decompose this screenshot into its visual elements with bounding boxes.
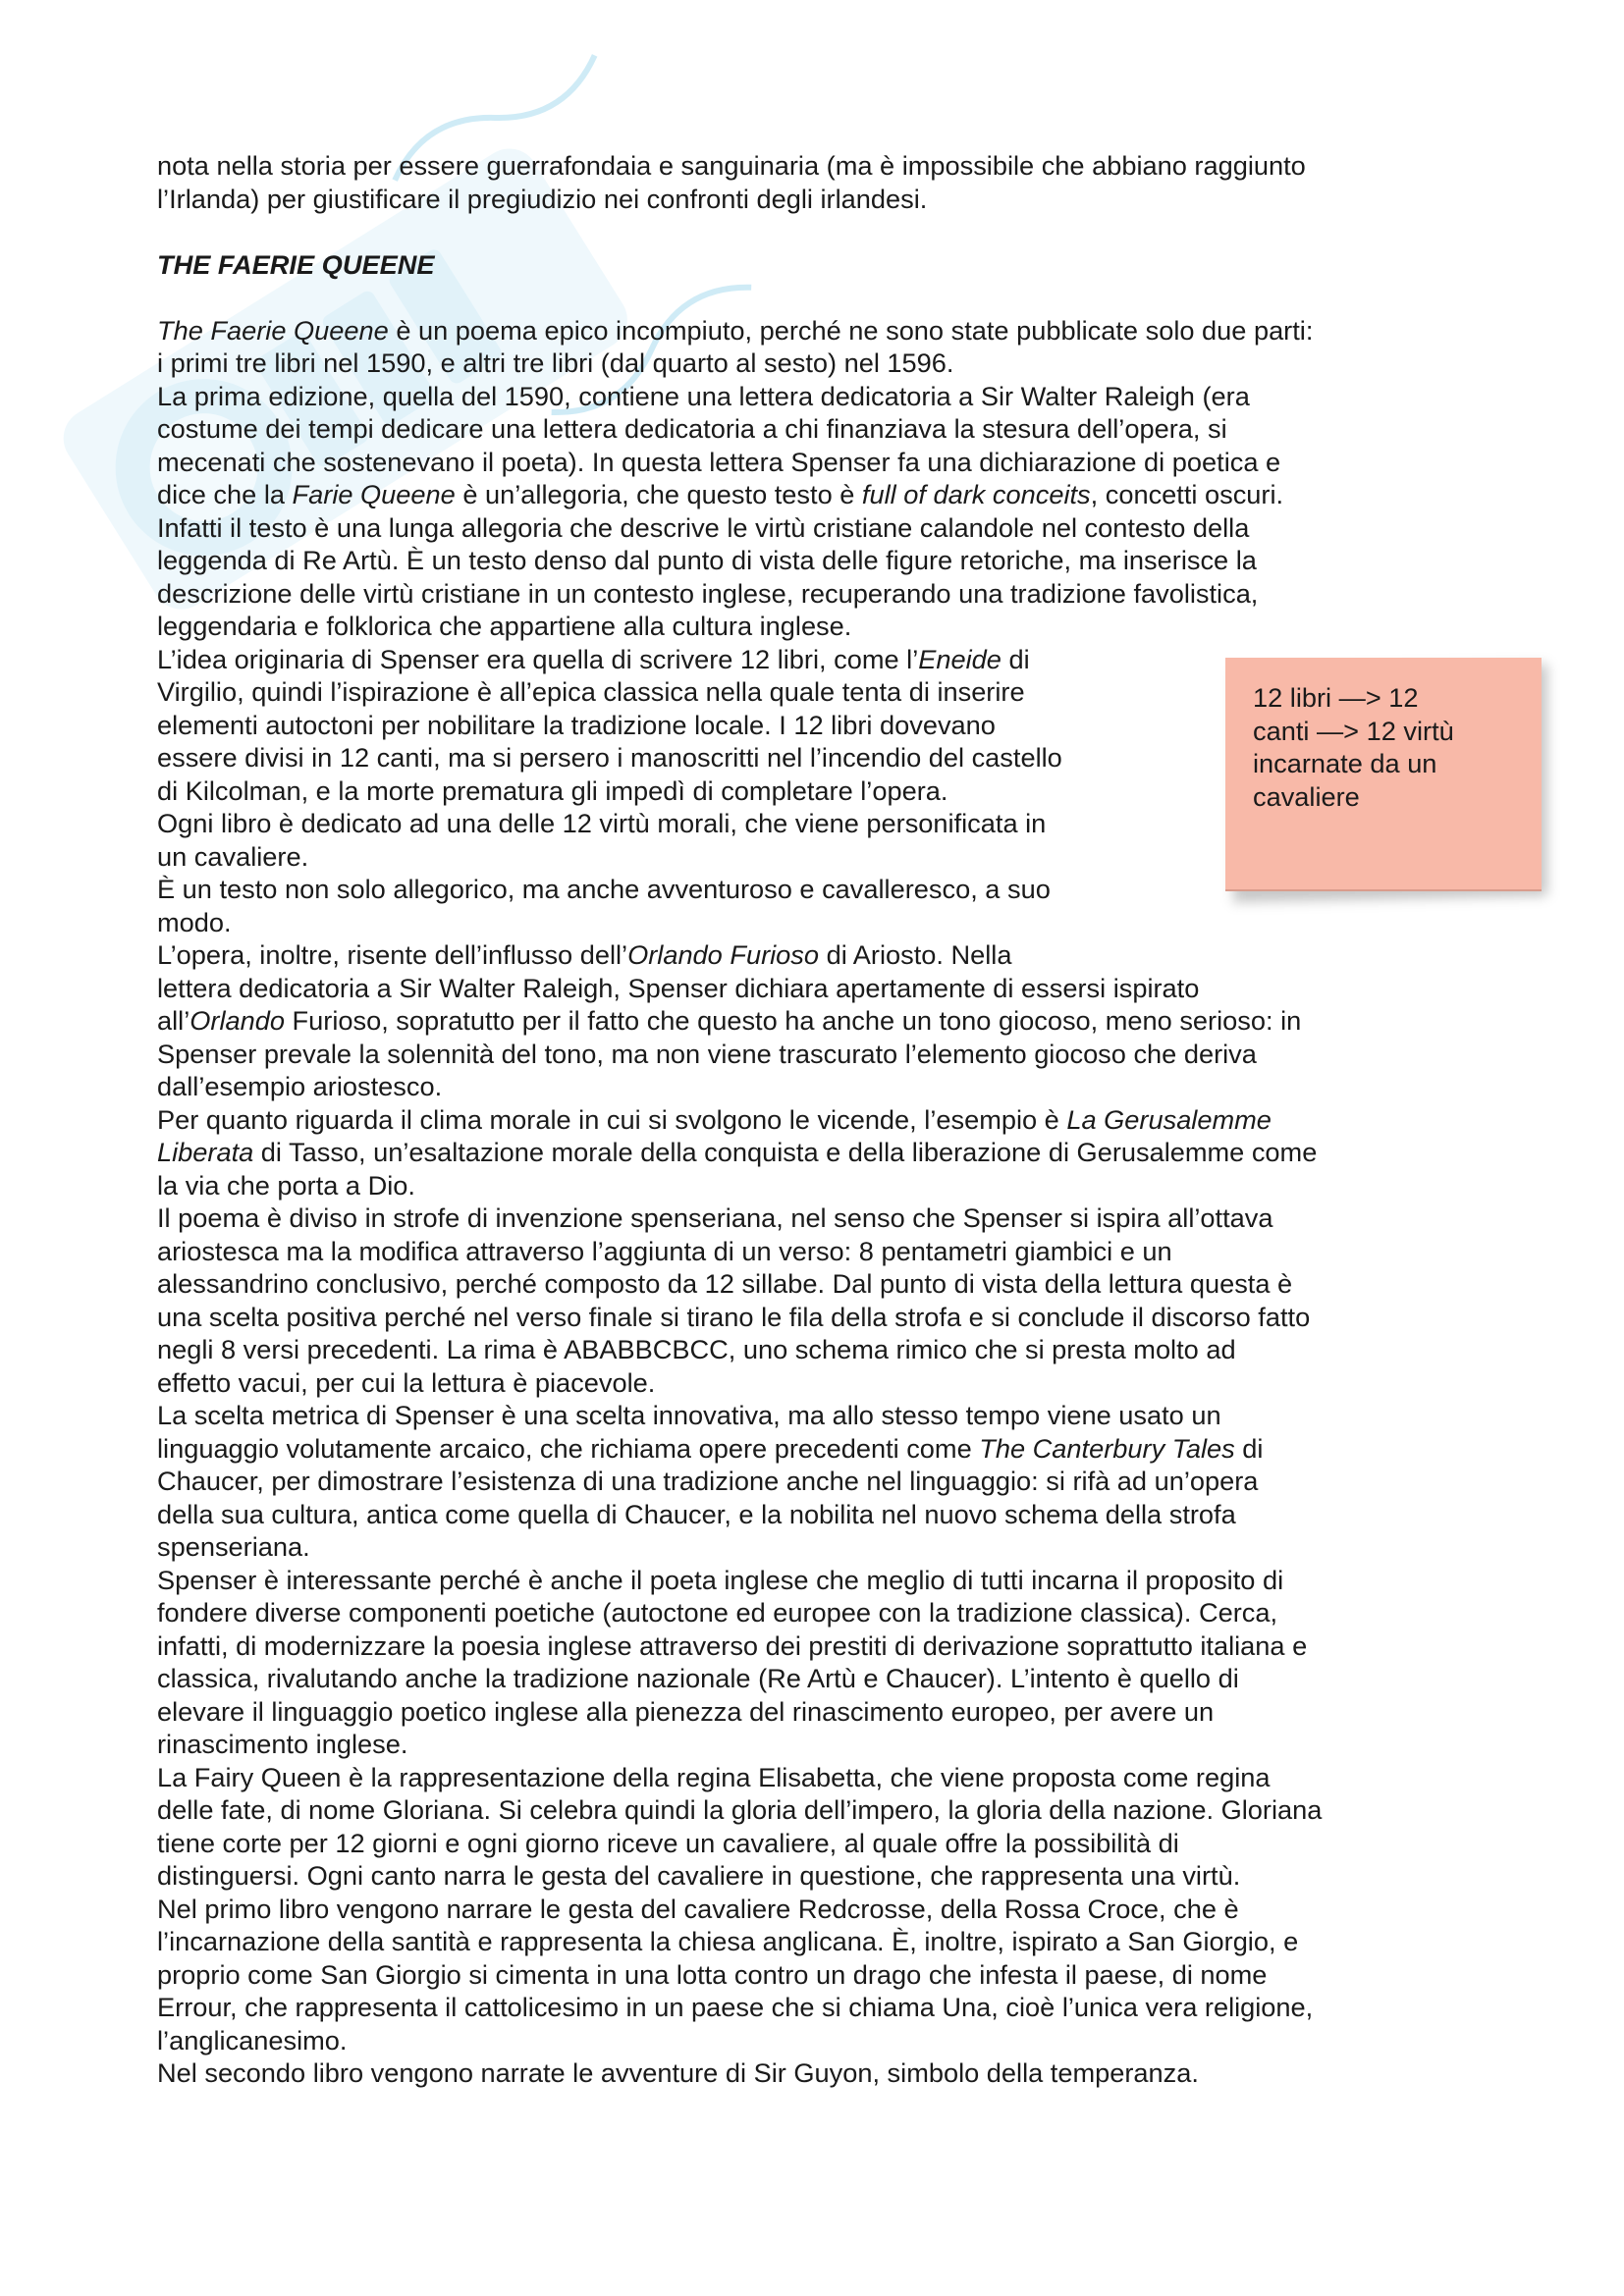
text-line: negli 8 versi precedenti. La rima è ABABBCBCC, uno schema rimico che si presta molto ad [157, 1334, 1236, 1364]
text-line [157, 314, 1492, 347]
text-span: è un’allegoria, che questo testo è [455, 479, 862, 509]
paragraph-1 [157, 314, 1492, 380]
paragraph-10 [157, 1564, 1492, 1761]
italic-title: Orlando [189, 1005, 285, 1036]
paragraph-11 [157, 1761, 1492, 1893]
text-line: l’incarnazione della santità e rappresenta la chiesa anglicana. È, inoltre, ispirato a San Giorgio, e [157, 1926, 1299, 1956]
text-line: lettera dedicatoria a Sir Walter Raleigh, Spenser dichiara apertamente di essersi ispirato [157, 972, 1200, 1003]
text-span: di [1234, 1432, 1264, 1464]
text-line: Nel primo libro vengono narrare le gesta del cavaliere Redcrosse, della Rossa Croce, che è [157, 1893, 1239, 1924]
italic-title: Liberata [157, 1137, 254, 1167]
paragraph-8 [157, 1201, 1492, 1399]
sticky-note-line: canti —> 12 virtù [1253, 715, 1454, 746]
text-line: dall’esempio ariostesco. [157, 1071, 443, 1101]
text-line: alessandrino conclusivo, perché composto da 12 sillabe. Dal punto di vista della lettura questa è [157, 1268, 1293, 1299]
text-line: della sua cultura, antica come quella di Chaucer, e la nobilita nel nuovo schema della strofa [157, 1498, 1236, 1529]
text-line: infatti, di modernizzare la poesia inglese attraverso dei prestiti di derivazione soprattutto italiana e [157, 1629, 1308, 1661]
text-span: dice che la [157, 479, 293, 509]
text-line: ariostesca ma la modifica attraverso l’aggiunta di un verso: 8 pentametri giambici e un [157, 1235, 1172, 1266]
text-line: mecenati che sostenevano il poeta). In questa lettera Spenser fa una dichiarazione di poetica e [157, 446, 1281, 477]
text-line: Infatti il testo è una lunga allegoria che descrive le virtù cristiane calandole nel contesto della [157, 511, 1250, 543]
text-line: delle fate, di nome Gloriana. Si celebra quindi la gloria dell’impero, la gloria della nazione. Gloriana [157, 1794, 1323, 1825]
text-line: classica, rivalutando anche la tradizione nazionale (Re Artù e Chaucer). L’intento è quello di [157, 1663, 1239, 1693]
text-span: Furioso, sopratutto per il fatto che questo ha anche un tono giocoso, meno serioso: in [284, 1005, 1302, 1036]
text-line: La prima edizione, quella del 1590, contiene una lettera dedicatoria a Sir Walter Raleigh (era [157, 380, 1250, 411]
sticky-note-text [1253, 681, 1528, 813]
text-line: una scelta positiva perché nel verso finale si tirano le fila della strofa e si conclude il discorso fatto [157, 1301, 1311, 1332]
italic-title: The Canterbury Tales [979, 1432, 1235, 1464]
text-line: La Fairy Queen è la rappresentazione della regina Elisabetta, che viene proposta come regina [157, 1761, 1271, 1792]
sticky-note-line: 12 libri —> 12 [1253, 682, 1419, 713]
text-line: Il poema è diviso in strofe di invenzione spenseriana, nel senso che Spenser si ispira all’ottava [157, 1202, 1273, 1233]
text-line: Ogni libro è dedicato ad una delle 12 virtù morali, che viene personificata in [157, 808, 1047, 838]
text-line: nota nella storia per essere guerrafondaia e sanguinaria (ma è impossibile che abbiano raggiunto [157, 150, 1306, 181]
paragraph-9 [157, 1399, 1492, 1564]
text-line [157, 478, 1492, 511]
text-line: essere divisi in 12 canti, ma si persero i manoscritti nel l’incendio del castello [157, 742, 1062, 773]
italic-title: La Gerusalemme [1066, 1103, 1272, 1135]
text-line: distinguersi. Ogni canto narra le gesta del cavaliere in questione, che rappresenta una virtù. [157, 1860, 1241, 1891]
text-span: all’ [157, 1005, 190, 1036]
italic-title: Farie Queene [292, 479, 456, 509]
sticky-note-paper [1225, 658, 1542, 891]
text-line: l’Irlanda) per giustificare il pregiudizio nei confronti degli irlandesi. [157, 183, 928, 214]
text-line [157, 1103, 1492, 1137]
text-line: Virgilio, quindi l’ispirazione è all’epica classica nella quale tenta di inserire [157, 676, 1025, 707]
text-line: i primi tre libri nel 1590, e altri tre libri (dal quarto al sesto) nel 1596. [157, 347, 954, 378]
paragraph-12 [157, 1893, 1492, 2057]
text-line [157, 1004, 1492, 1038]
text-line: spenseriana. [157, 1531, 310, 1562]
text-line [157, 1136, 1492, 1169]
sticky-note-line: cavaliere [1253, 780, 1360, 812]
document-body [157, 149, 1492, 2090]
text-line: La scelta metrica di Spenser è una scelta innovativa, ma allo stesso tempo viene usato un [157, 1400, 1221, 1430]
text-span: linguaggio volutamente arcaico, che richiama opere precedenti come [157, 1432, 980, 1464]
paragraph-13 [157, 2056, 1492, 2090]
paragraph-6 [157, 938, 1492, 1103]
text-line: modo. [157, 906, 232, 937]
text-line: rinascimento inglese. [157, 1729, 408, 1759]
section-heading: THE FAERIE QUEENE [157, 248, 435, 280]
text-span: L’idea originaria di Spenser era quella di scrivere 12 libri, come l’ [157, 643, 919, 674]
text-line [157, 938, 1492, 972]
text-span: , concetti oscuri. [1090, 479, 1284, 509]
italic-title: The Faerie Queene [157, 314, 389, 346]
text-line: Spenser è interessante perché è anche il poeta inglese che meglio di tutti incarna il proposito di [157, 1564, 1284, 1595]
text-line: Chaucer, per dimostrare l’esistenza di una tradizione anche nel linguaggio: si rifà ad un’opera [157, 1466, 1259, 1496]
text-line: descrizione delle virtù cristiane in un contesto inglese, recuperando una tradizione favolistica, [157, 577, 1259, 609]
text-line: leggendaria e folklorica che appartiene alla cultura inglese. [157, 611, 852, 641]
text-line: elevare il linguaggio poetico inglese alla pienezza del rinascimento europeo, per avere un [157, 1695, 1215, 1727]
text-line: la via che porta a Dio. [157, 1169, 415, 1201]
text-span: di Tasso, un’esaltazione morale della conquista e della liberazione di Gerusalemme come [253, 1137, 1318, 1167]
text-span: di [1001, 643, 1030, 674]
text-line: costume dei tempi dedicare una lettera dedicatoria a chi finanziava la stesura dell’opera, si [157, 413, 1227, 444]
text-line: proprio come San Giorgio si cimenta in una lotta contro un drago che infesta il paese, di nome [157, 1958, 1268, 1990]
text-line: effetto vacui, per cui la lettura è piacevole. [157, 1366, 656, 1398]
text-span: Per quanto riguarda il clima morale in cui si svolgono le vicende, l’esempio è [157, 1103, 1067, 1135]
italic-title: Orlando Furioso [627, 939, 820, 970]
text-span: è un poema epico incompiuto, perché ne sono state pubblicate solo due parti: [388, 314, 1314, 346]
text-line: fondere diverse componenti poetiche (autoctone ed europee con la tradizione classica). Cerca, [157, 1597, 1278, 1628]
text-line: Nel secondo libro vengono narrate le avventure di Sir Guyon, simbolo della temperanza. [157, 2057, 1199, 2088]
paragraph-2 [157, 380, 1492, 643]
italic-phrase: full of dark conceits [861, 479, 1091, 509]
text-line [157, 1432, 1492, 1466]
text-line: Spenser prevale la solennità del tono, ma non viene trascurato l’elemento giocoso che deriva [157, 1038, 1257, 1069]
text-span: L’opera, inoltre, risente dell’influsso dell’ [157, 939, 628, 970]
sticky-note-line: incarnate da un [1253, 748, 1437, 778]
italic-title: Eneide [918, 643, 1001, 674]
text-span: di Ariosto. Nella [819, 939, 1012, 970]
text-line: di Kilcolman, e la morte prematura gli impedì di completare l’opera. [157, 774, 948, 806]
text-line: elementi autoctoni per nobilitare la tradizione locale. I 12 libri dovevano [157, 709, 996, 740]
paragraph-7 [157, 1103, 1492, 1202]
sticky-note[interactable] [1225, 658, 1551, 893]
text-line: un cavaliere. [157, 840, 309, 872]
text-line: È un testo non solo allegorico, ma anche avventuroso e cavalleresco, a suo [157, 874, 1051, 904]
text-line: tiene corte per 12 giorni e ogni giorno riceve un cavaliere, al quale offre la possibilità di [157, 1827, 1179, 1858]
intro-paragraph [157, 149, 1492, 215]
text-line: leggenda di Re Artù. È un testo denso dal punto di vista delle figure retoriche, ma inserisce la [157, 545, 1257, 575]
text-line: l’anglicanesimo. [157, 2024, 348, 2056]
text-line: Errour, che rappresenta il cattolicesimo in un paese che si chiama Una, cioè l’unica vera religione, [157, 1992, 1314, 2022]
